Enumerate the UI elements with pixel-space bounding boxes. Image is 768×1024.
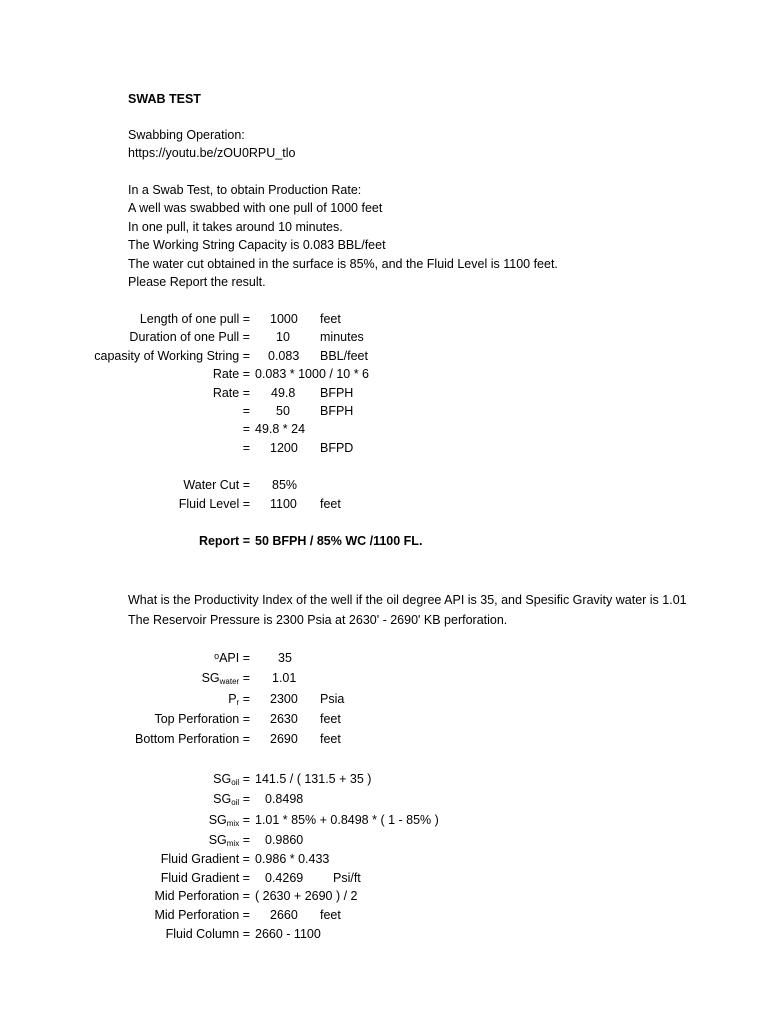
- calc-unit: feet: [320, 908, 341, 922]
- doc-title: SWAB TEST: [128, 92, 201, 106]
- calc-row: [0, 367, 768, 385]
- calc-label: Mid Perforation =: [154, 889, 250, 903]
- calc-row: [0, 852, 768, 870]
- calc-label: Water Cut =: [183, 478, 250, 492]
- calc-value: 0.986 * 0.433: [255, 852, 330, 866]
- pr-label: P: [228, 692, 237, 706]
- calc-label: [209, 833, 250, 848]
- given-label: [228, 692, 250, 707]
- calc-unit: minutes: [320, 330, 364, 344]
- swabbing-label: Swabbing Operation:: [128, 128, 245, 142]
- calc-label: Fluid Gradient =: [160, 871, 250, 885]
- sg-label: SG: [201, 671, 220, 685]
- calc-value: 49.8: [271, 386, 296, 400]
- calc-row: [0, 833, 768, 851]
- given-value: 2630: [270, 712, 298, 726]
- calc-row: [0, 422, 768, 440]
- calc-row: [0, 441, 768, 459]
- calc-row: [0, 349, 768, 367]
- calc-value: 1200: [270, 441, 298, 455]
- sg-sub: mix: [226, 839, 240, 848]
- calc-row: [0, 404, 768, 422]
- calc-label: [213, 772, 250, 787]
- calc-label: capasity of Working String =: [94, 349, 250, 363]
- calc-label: Rate =: [212, 367, 250, 381]
- given-row: [0, 651, 768, 669]
- given-row: [0, 732, 768, 750]
- given-label: [214, 651, 250, 665]
- swabbing-url: https://youtu.be/zOU0RPU_tlo: [128, 146, 296, 160]
- problem-line: In one pull, it takes around 10 minutes.: [128, 220, 343, 234]
- calc-label: Rate =: [212, 386, 250, 400]
- question-line: The Reservoir Pressure is 2300 Psia at 2630' - 2690' KB perforation.: [128, 613, 508, 627]
- problem-line: The water cut obtained in the surface is 85%, and the Fluid Level is 1100 feet.: [128, 257, 558, 271]
- problem-line: In a Swab Test, to obtain Production Rate:: [128, 183, 362, 197]
- calc-row: [0, 813, 768, 831]
- sg-sub: water: [219, 677, 240, 686]
- calc-unit: BFPD: [320, 441, 354, 455]
- problem-line: A well was swabbed with one pull of 1000 feet: [128, 201, 383, 215]
- equals-sign: =: [239, 671, 250, 685]
- given-value: 2300: [270, 692, 298, 706]
- pr-sub: r: [236, 698, 240, 707]
- calc-label: [209, 813, 250, 828]
- calc-value: 2660 - 1100: [255, 927, 321, 941]
- given-value: 35: [278, 651, 292, 665]
- calc-row: [0, 871, 768, 889]
- sg-sub: mix: [226, 819, 240, 828]
- calc-unit: BFPH: [320, 404, 354, 418]
- given-unit: Psia: [320, 692, 345, 706]
- sg-label: SG: [208, 813, 227, 827]
- sg-label: SG: [213, 772, 232, 786]
- calc-value: 0.083: [268, 349, 300, 363]
- given-row: [0, 692, 768, 710]
- calc-label: Fluid Gradient =: [160, 852, 250, 866]
- calc-label: =: [242, 404, 250, 418]
- given-label: [202, 671, 250, 686]
- calc-unit: feet: [320, 312, 341, 326]
- api-label: API =: [219, 651, 250, 665]
- calc-value: 50: [276, 404, 290, 418]
- given-row: [0, 712, 768, 730]
- calc-label: [213, 792, 250, 807]
- report-value: 50 BFPH / 85% WC /1100 FL.: [255, 534, 423, 548]
- equals-sign: =: [239, 833, 250, 847]
- equals-sign: =: [239, 772, 250, 786]
- calc-value: 0.083 * 1000 / 10 * 6: [255, 367, 369, 381]
- calc-row: [0, 927, 768, 945]
- sg-label: SG: [208, 833, 227, 847]
- given-label: Top Perforation =: [154, 712, 250, 726]
- calc-row: [0, 312, 768, 330]
- calc-row: [0, 792, 768, 810]
- problem-line: Please Report the result.: [128, 275, 266, 289]
- calc-value: 0.8498: [265, 792, 304, 806]
- problem-line: The Working String Capacity is 0.083 BBL/feet: [128, 238, 386, 252]
- equals-sign: =: [239, 813, 250, 827]
- calc-value: 1000: [270, 312, 298, 326]
- calc-label: Fluid Column =: [165, 927, 250, 941]
- calc-row: [0, 386, 768, 404]
- equals-sign: =: [239, 792, 250, 806]
- equals-sign: =: [239, 692, 250, 706]
- sg-sub: oil: [231, 778, 240, 787]
- calc-label: =: [242, 441, 250, 455]
- report-label: Report =: [198, 534, 250, 548]
- given-value: 2690: [270, 732, 298, 746]
- calc-label: Length of one pull =: [139, 312, 250, 326]
- sg-sub: oil: [231, 798, 240, 807]
- calc-row: [0, 772, 768, 790]
- degree-symbol: o: [214, 651, 220, 661]
- calc-unit: feet: [320, 497, 341, 511]
- calc-value: 1.01 * 85% + 0.8498 * ( 1 - 85% ): [255, 813, 439, 827]
- calc-value: ( 2630 + 2690 ) / 2: [255, 889, 358, 903]
- calc-value: 10: [276, 330, 290, 344]
- sg-label: SG: [213, 792, 232, 806]
- given-unit: feet: [320, 732, 341, 746]
- calc-label: Fluid Level =: [178, 497, 250, 511]
- given-row: [0, 671, 768, 689]
- calc-label: Duration of one Pull =: [129, 330, 250, 344]
- calc-row: [0, 889, 768, 907]
- calc-row: [0, 908, 768, 926]
- given-unit: feet: [320, 712, 341, 726]
- calc-value: 85%: [272, 478, 298, 492]
- calc-value: 141.5 / ( 131.5 + 35 ): [255, 772, 372, 786]
- calc-label: Mid Perforation =: [154, 908, 250, 922]
- question-line: What is the Productivity Index of the well if the oil degree API is 35, and Spesific Gravity water is 1.01: [128, 593, 687, 607]
- calc-value: 49.8 * 24: [255, 422, 306, 436]
- calc-value: 0.4269: [265, 871, 304, 885]
- calc-unit: BFPH: [320, 386, 354, 400]
- calc-unit: Psi/ft: [333, 871, 361, 885]
- given-value: 1.01: [272, 671, 297, 685]
- calc-row: [0, 497, 768, 515]
- report-row: [0, 534, 768, 552]
- calc-row: [0, 330, 768, 348]
- calc-value: 1100: [270, 497, 297, 511]
- calc-value: 0.9860: [265, 833, 304, 847]
- calc-value: 2660: [270, 908, 298, 922]
- given-label: Bottom Perforation =: [135, 732, 250, 746]
- calc-label: =: [242, 422, 250, 436]
- calc-unit: BBL/feet: [320, 349, 368, 363]
- calc-row: [0, 478, 768, 496]
